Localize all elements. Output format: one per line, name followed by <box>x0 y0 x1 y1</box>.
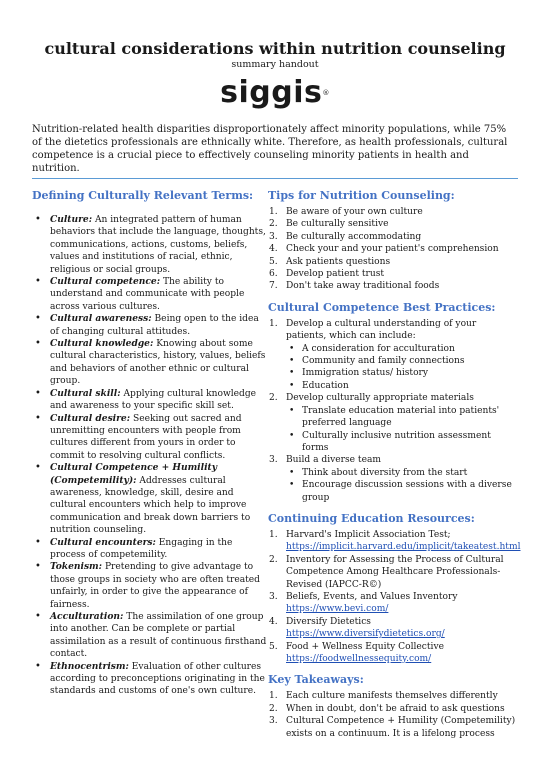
takeaways-heading: Key Takeaways: <box>268 673 364 687</box>
sub-item: • Translate education material into patients' preferred language <box>286 405 518 430</box>
resource-link[interactable]: https://foodwellnessequity.com/ <box>286 654 432 664</box>
resources-list <box>268 529 521 665</box>
tip-text: Don't take away traditional foods <box>286 281 440 292</box>
definition-text: An integrated pattern of human behaviors that include the language, thoughts, communications, actions, customs, beliefs, values and institutions of racial, ethnic, religious or social groups. <box>50 215 266 275</box>
item-number: 1. <box>269 691 278 702</box>
best-practice-item <box>268 318 518 392</box>
definition-item <box>32 313 268 338</box>
definition-term: Cultural encounters: <box>50 536 156 548</box>
resource-item <box>268 529 521 554</box>
tip-item <box>268 218 518 230</box>
sub-item: • Think about diversity from the start <box>286 467 518 479</box>
item-number: 2. <box>269 219 278 230</box>
resource-item <box>268 616 518 641</box>
page-subtitle: summary handout <box>231 59 319 70</box>
tips-list <box>268 206 518 293</box>
tips-heading: Tips for Nutrition Counseling: <box>268 189 455 202</box>
sub-item: • Community and family connections <box>286 355 518 367</box>
definition-term: Culture: <box>50 214 93 225</box>
resource-text: Harvard's Implicit Association Test; <box>286 529 451 540</box>
item-number: 3. <box>269 716 278 727</box>
tip-text: Be aware of your own culture <box>286 207 423 217</box>
tip-text: Ask patients questions <box>286 256 391 267</box>
definition-text: Applying cultural knowledge and awareness to your specific skill set. <box>50 388 257 412</box>
definition-text: The assimilation of one group into another. Can be complete or partial assimilation as a result of continuous firsthand contact. <box>50 612 267 660</box>
best-practice-item <box>268 454 518 504</box>
sub-item: • Culturally inclusive nutrition assessment forms <box>286 430 518 455</box>
item-number: 6. <box>269 269 278 280</box>
item-number: 7. <box>269 281 278 292</box>
item-number: 4. <box>269 616 278 627</box>
definition-term: Cultural skill: <box>50 387 121 399</box>
siggis-logo <box>32 76 518 110</box>
item-number: 1. <box>269 529 278 540</box>
resource-text: Inventory for Assessing the Process of Cultural Competence Among Healthcare Professionals-Revised (IAPCC-R©) <box>286 554 504 590</box>
logo-text: siggis <box>220 75 323 110</box>
sub-list <box>286 467 518 504</box>
takeaway-item <box>268 715 518 740</box>
item-number: 5. <box>269 256 278 267</box>
definition-item <box>32 611 268 661</box>
best-practice-text: Develop a cultural understanding of your patients, which can include: <box>286 318 477 342</box>
tip-item <box>268 243 518 255</box>
definition-item <box>32 388 268 413</box>
definitions-list <box>32 214 268 698</box>
definition-item <box>32 537 268 562</box>
left-column <box>32 189 268 740</box>
tip-text: Be culturally sensitive <box>286 219 389 230</box>
resource-text: Beliefs, Events, and Values Inventory <box>286 591 458 602</box>
definitions-heading: Defining Culturally Relevant Terms: <box>32 189 254 202</box>
resource-link[interactable]: https://www.bevi.com/ <box>286 604 389 615</box>
item-number: 4. <box>269 244 278 255</box>
definition-term: Cultural knowledge: <box>50 338 154 350</box>
takeaway-text: When in doubt, don't be afraid to ask questions <box>286 703 505 714</box>
definition-text: The ability to understand and communicate with people across various cultures. <box>50 277 245 312</box>
definition-item <box>32 338 268 388</box>
best-practice-item <box>268 392 518 454</box>
definition-text: Knowing about some cultural characteristics, history, values, beliefs and behaviors of another ethnic or cultural group. <box>50 339 266 387</box>
definition-text: Engaging in the process of competemility. <box>50 537 233 560</box>
tip-item <box>268 231 518 243</box>
sub-item: • Immigration status/ history <box>286 367 518 379</box>
definition-item <box>32 413 268 463</box>
sub-list <box>286 405 518 455</box>
item-number: 2. <box>269 703 278 714</box>
tip-text: Be culturally accommodating <box>286 231 422 242</box>
definition-term: Acculturation: <box>50 611 124 622</box>
definition-item <box>32 214 268 276</box>
definition-term: Cultural competence: <box>50 276 161 288</box>
best-practices-list <box>268 318 518 504</box>
tip-item <box>268 268 518 280</box>
resource-text: Diversify Dietetics <box>286 616 371 627</box>
tip-item <box>268 280 518 292</box>
takeaway-text: Cultural Competence + Humility (Competemility) exists on a continuum. It is a lifelong process <box>286 716 516 739</box>
best-practice-text: Develop culturally appropriate materials <box>286 393 474 404</box>
takeaway-item <box>268 690 518 702</box>
intro-paragraph: Nutrition-related health disparities disproportionately affect minority populations, while 75% of the dietetics professionals are ethnically white. Therefore, as health professionals, cultural competence is a crucial piece to effectively counseling minority patients in health and nutrition. <box>32 124 508 174</box>
content-columns <box>32 189 521 740</box>
definition-term: Cultural Competence + Humility (Competemility): <box>50 462 218 486</box>
takeaway-item <box>268 703 518 715</box>
takeaway-text: Each culture manifests themselves differently <box>286 691 498 702</box>
definition-text: Being open to the idea of changing cultural attitudes. <box>50 314 259 337</box>
item-number: 3. <box>269 231 278 242</box>
definition-term: Tokenism: <box>50 561 103 573</box>
definition-item <box>32 661 268 698</box>
definition-item <box>32 462 268 536</box>
sub-item: • Encourage discussion sessions with a diverse group <box>286 479 518 504</box>
definition-text: Pretending to give advantage to those groups in society who are often treated unfairly, in order to give the appearance of fairness. <box>50 562 260 610</box>
spacer <box>32 206 268 214</box>
item-number: 1. <box>269 207 278 217</box>
item-number: 2. <box>269 393 278 404</box>
definition-term: Ethnocentrism: <box>50 660 129 672</box>
item-number: 1. <box>269 318 278 329</box>
spacer <box>268 293 518 301</box>
right-column <box>268 189 521 740</box>
resource-text: Food + Wellness Equity Collective <box>286 641 444 652</box>
divider <box>32 178 518 179</box>
item-number: 5. <box>269 641 278 652</box>
resource-item <box>268 554 518 591</box>
definition-term: Cultural desire: <box>50 412 131 424</box>
resource-link[interactable]: https://www.diversifydietetics.org/ <box>286 629 445 640</box>
registered-mark: ® <box>322 89 330 97</box>
resource-item <box>268 641 518 666</box>
takeaways-list <box>268 690 518 740</box>
tip-item <box>268 206 518 218</box>
resource-item <box>268 591 518 616</box>
tip-item <box>268 256 518 268</box>
sub-item: • Education <box>286 380 518 392</box>
resources-heading: Continuing Education Resources: <box>268 511 475 525</box>
spacer <box>268 504 518 512</box>
definition-item <box>32 276 268 313</box>
definition-text: Addresses cultural awareness, knowledge, skill, desire and cultural encounters which help to improve communication and break down barriers to nutrition counseling. <box>50 475 251 536</box>
item-number: 2. <box>269 554 278 565</box>
page-title: cultural considerations within nutrition counseling <box>44 39 506 58</box>
tip-text: Develop patient trust <box>286 269 385 280</box>
best-practice-text: Build a diverse team <box>286 455 381 466</box>
best-practices-heading: Cultural Competence Best Practices: <box>268 300 496 314</box>
sub-item: • A consideration for acculturation <box>286 343 518 355</box>
sub-list <box>286 343 518 393</box>
tip-text: Check your and your patient's comprehension <box>286 244 499 255</box>
definition-text: Seeking out sacred and unremitting encounters with people from cultures different from yours in order to commit to resolving cultural conflicts. <box>50 413 242 461</box>
definition-term: Cultural awareness: <box>50 313 152 325</box>
definition-item <box>32 561 268 611</box>
resource-link[interactable]: https://implicit.harvard.edu/implicit/takeatest.html <box>286 542 521 553</box>
item-number: 3. <box>269 455 278 466</box>
definition-text: Evaluation of other cultures according to preconceptions originating in the standards and customs of one's own culture. <box>50 661 265 697</box>
spacer <box>268 665 518 673</box>
item-number: 3. <box>269 591 278 602</box>
